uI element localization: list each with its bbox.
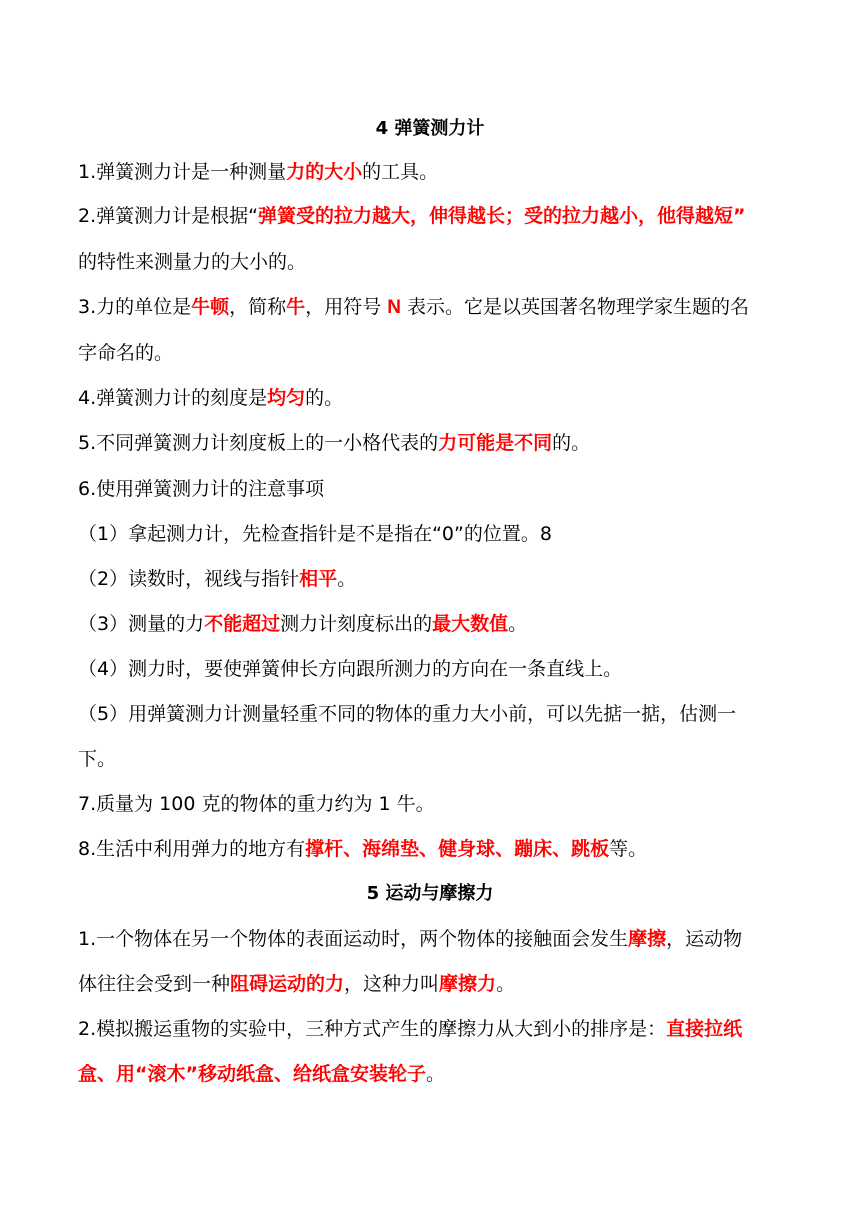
s5-item-1-text-a: 1.一个物体在另一个物体的表面运动时，两个物体的接触面会发生 <box>78 928 629 950</box>
s5-item-1-text-e: 。 <box>496 973 516 995</box>
s4-item-1-highlight: 力的大小 <box>286 161 363 183</box>
s4-item-7: 7.质量为 100 克的物体的重力约为 1 牛。 <box>78 793 435 815</box>
s4-item-2-highlight: 弹簧受的拉力越大，伸得越长；受的拉力越小，他得越短 <box>257 205 733 227</box>
s4-sub-3-highlight-2: 最大数值 <box>432 613 509 635</box>
s4-sub-2-highlight: 相平 <box>299 568 338 590</box>
s5-item-1-text-b: ，运动物 <box>666 928 743 950</box>
s4-item-3-line-1 <box>78 295 790 320</box>
s5-item-1-highlight-3: 摩擦力 <box>439 973 497 995</box>
s4-sub-3-text-a: （3）测量的力 <box>78 613 205 635</box>
s4-item-3-text-b: ，简称 <box>229 296 287 318</box>
s4-item-2-text-b: ” <box>733 205 746 227</box>
s4-item-8-highlight: 撑杆、海绵垫、健身球、蹦床、跳板 <box>305 838 610 860</box>
s4-sub-2 <box>78 567 790 591</box>
s5-item-2-highlight-1: 直接拉纸 <box>666 1018 743 1040</box>
s4-item-3-highlight-1: 牛顿 <box>191 296 230 318</box>
s4-item-2-line-1 <box>78 204 790 228</box>
s4-sub-3-text-c: 。 <box>508 613 528 635</box>
section-4-title: 4 弹簧测力计 <box>375 118 485 139</box>
s4-item-5 <box>78 431 790 455</box>
s5-item-2-text-b: 。 <box>425 1063 445 1085</box>
s4-item-4-text-a: 4.弹簧测力计的刻度是 <box>78 387 268 409</box>
s4-sub-1: （1）拿起测力计，先检查指针是不是指在“0”的位置。8 <box>78 523 552 545</box>
s5-item-2-line-1 <box>78 1017 790 1041</box>
s4-item-3-highlight-3: N <box>387 297 401 318</box>
s5-item-2-highlight-2: 盒、用“滚木”移动纸盒、给纸盒安装轮子 <box>78 1063 426 1085</box>
s5-item-1-highlight-1: 摩擦 <box>628 928 667 950</box>
s4-item-4 <box>78 386 790 410</box>
s5-item-1-highlight-2: 阻碍运动的力 <box>230 973 345 995</box>
s4-item-6: 6.使用弹簧测力计的注意事项 <box>78 478 325 500</box>
s4-item-1-text-b: 的工具。 <box>362 161 439 183</box>
s4-item-8-text-a: 8.生活中利用弹力的地方有 <box>78 838 306 860</box>
s4-item-3-text-a: 3.力的单位是 <box>78 296 192 318</box>
s4-item-4-text-b: 的。 <box>305 387 344 409</box>
s4-item-5-text-a: 5.不同弹簧测力计刻度板上的一小格代表的 <box>78 432 439 454</box>
s4-sub-2-text-a: （2）读数时，视线与指针 <box>78 568 300 590</box>
s4-sub-2-text-b: 。 <box>337 568 357 590</box>
s4-item-3-highlight-2: 牛 <box>286 296 306 318</box>
s4-item-1 <box>78 160 790 184</box>
s4-sub-4: （4）测力时，要使弹簧伸长方向跟所测力的方向在一条直线上。 <box>78 658 623 680</box>
s4-item-5-text-b: 的。 <box>552 432 591 454</box>
s4-item-5-highlight: 力可能是不同 <box>438 432 553 454</box>
s4-item-3-text-c: ，用符号 <box>305 296 388 318</box>
s4-sub-5-line-2: 下。 <box>78 748 117 770</box>
s5-item-1-line-2 <box>78 972 790 996</box>
s4-sub-3-highlight-1: 不能超过 <box>204 613 281 635</box>
s4-item-8-text-b: 等。 <box>609 838 648 860</box>
s4-item-4-highlight: 均匀 <box>267 387 306 409</box>
s4-item-8 <box>78 837 790 861</box>
s4-item-2-line-2: 的特性来测量力的大小的。 <box>78 251 307 273</box>
s4-item-1-text-a: 1.弹簧测力计是一种测量 <box>78 161 287 183</box>
s5-item-2-text-a: 2.模拟搬运重物的实验中，三种方式产生的摩擦力从大到小的排序是： <box>78 1018 667 1040</box>
s5-item-2-line-2 <box>78 1062 790 1086</box>
s4-item-3-text-d: 表示。它是以英国著名物理学家生题的名 <box>400 296 750 318</box>
s5-item-1-text-d: ，这种力叫 <box>344 973 440 995</box>
s4-sub-3-text-b: 测力计刻度标出的 <box>280 613 433 635</box>
s5-item-1-line-1 <box>78 927 790 951</box>
s4-sub-3 <box>78 612 790 636</box>
s5-item-1-text-c: 体往往会受到一种 <box>78 973 231 995</box>
s4-item-2-text-a: 2.弹簧测力计是根据“ <box>78 205 258 227</box>
s4-sub-5-line-1: （5）用弹簧测力计测量轻重不同的物体的重力大小前，可以先掂一掂，估测一 <box>78 703 737 725</box>
section-5-title: 5 运动与摩擦力 <box>366 883 494 904</box>
s4-item-3-line-2: 字命名的。 <box>78 342 174 364</box>
